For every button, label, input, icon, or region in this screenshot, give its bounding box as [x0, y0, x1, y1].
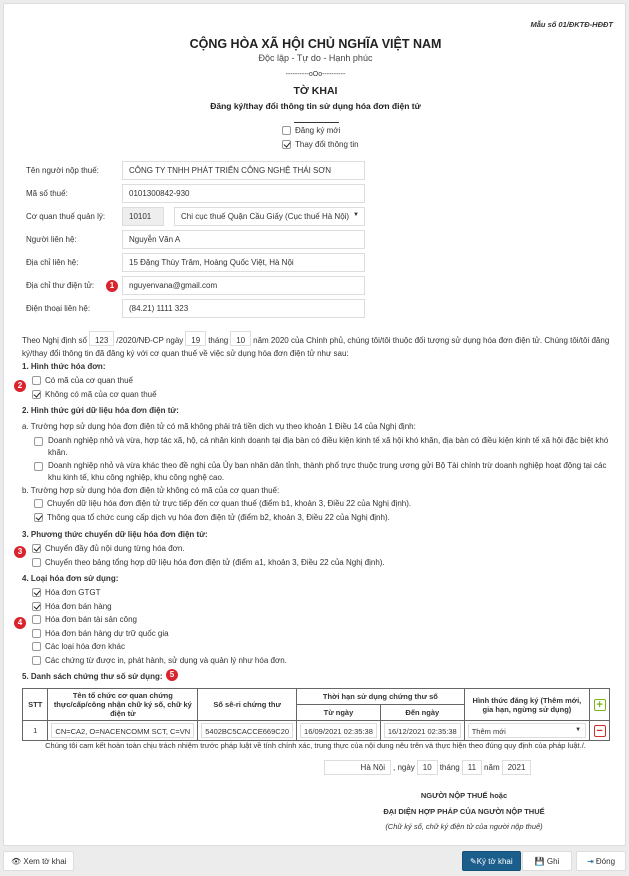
section2-a: a. Trường hợp sử dụng hóa đơn điện tử có mã không phải trả tiền dịch vụ theo khoản 1 Điều 14 của Nghị định:	[22, 422, 416, 431]
step-badge-4: 4	[14, 617, 26, 629]
col-type: Hình thức đăng ký (Thêm mới, gia hạn, ngừng sử dụng)	[464, 689, 589, 721]
intro-paragraph	[22, 331, 622, 360]
motto: Độc lập - Tự do - Hạnh phúc	[258, 53, 373, 63]
form-number: Mẫu số 01/ĐKTĐ-HĐĐT	[530, 20, 613, 29]
checkbox-label: Doanh nghiệp nhỏ và vừa khác theo đề nghị của Ủy ban nhân dân tỉnh, thành phố trực thuộc trung ương gửi Bộ Tài chính trừ doanh nghiệp hoạt động tại các khu kinh tế, khu công nghiệp, khu công nghệ cao.	[48, 461, 607, 482]
add-row-button[interactable]: +	[594, 699, 606, 711]
save-icon: 💾	[534, 857, 545, 866]
field-label: Mã số thuế:	[26, 189, 68, 198]
tax-code-input[interactable]: 0101300842-930	[122, 184, 365, 203]
checkbox-other-invoice[interactable]	[32, 642, 125, 651]
from-date-input[interactable]: 16/09/2021 02:35:38	[300, 723, 377, 738]
checkbox-full-content[interactable]	[32, 544, 185, 553]
selected-value: Thêm mới	[471, 727, 506, 736]
checkbox-label: Chuyển dữ liệu hóa đơn điện tử trực tiếp đến cơ quan thuế (điểm b1, khoản 3, Điều 22 của Nghị định).	[47, 499, 412, 508]
checkbox-public-asset-invoice[interactable]	[32, 615, 137, 624]
decree-day-input[interactable]: 19	[185, 331, 206, 346]
section1-title: 1. Hình thức hóa đơn:	[22, 362, 106, 371]
field-contact-address	[22, 253, 367, 273]
checkbox-without-tax-code[interactable]	[32, 390, 157, 399]
col-validity: Thời hạn sử dụng chứng thư số	[297, 689, 465, 705]
checkbox-label: Hóa đơn bán hàng dự trữ quốc gia	[45, 629, 169, 638]
selected-value: Chi cục thuế Quận Cầu Giấy (Cục thuế Hà Nội)	[181, 212, 350, 221]
checkbox-label: Thay đổi thông tin	[295, 140, 359, 149]
decree-month-input[interactable]: 10	[230, 331, 251, 346]
field-tax-office	[22, 207, 367, 227]
date-text: tháng	[439, 763, 460, 772]
commitment-text: Chúng tôi cam kết hoàn toàn chịu trách nhiệm trước pháp luật về tính chính xác, trung thực của nội dung nêu trên và thực hiện theo đúng quy định của pháp luật./.	[45, 741, 586, 750]
checkbox-sales-invoice[interactable]	[32, 602, 112, 611]
field-contact-person	[22, 230, 367, 250]
checkbox[interactable]	[34, 513, 43, 522]
section5-title: 5. Danh sách chứng thư số sử dụng:	[22, 672, 163, 681]
contact-person-input[interactable]: Nguyễn Văn A	[122, 230, 365, 249]
checkbox[interactable]	[34, 437, 43, 446]
section2-b: b. Trường hợp sử dụng hóa đơn điện tử không có mã của cơ quan thuế:	[22, 486, 280, 495]
checkbox-vat-invoice[interactable]	[32, 588, 100, 597]
checkbox[interactable]	[32, 615, 41, 624]
checkbox-national-reserve-invoice[interactable]	[32, 629, 169, 638]
button-label: Xem tờ khai	[23, 857, 67, 866]
checkbox[interactable]	[32, 642, 41, 651]
signature-line1: NGƯỜI NỘP THUẾ hoặc	[420, 791, 508, 800]
page-title: TỜ KHAI	[293, 85, 338, 97]
sign-declaration-button[interactable]	[462, 851, 521, 871]
checkbox-with-tax-code[interactable]	[32, 376, 133, 385]
day-input[interactable]: 10	[417, 760, 438, 775]
org-input[interactable]: CN=CA2, O=NACENCOMM SCT, C=VN	[51, 723, 194, 738]
checkbox-change-info[interactable]	[282, 140, 359, 149]
checkbox-label: Chuyển đầy đủ nội dung từng hóa đơn.	[45, 544, 185, 553]
checkbox[interactable]	[32, 376, 41, 385]
intro-text: tháng	[208, 336, 229, 345]
step-badge-2: 2	[14, 380, 26, 392]
intro-text: /2020/NĐ-CP ngày	[116, 336, 184, 345]
divider: ----------oOo----------	[285, 71, 346, 78]
checkbox-label: Các chứng từ được in, phát hành, sử dụng và quản lý như hóa đơn.	[45, 656, 287, 665]
edit-icon: ✎	[470, 857, 477, 866]
decree-number-input[interactable]: 123	[89, 331, 114, 346]
checkbox-label: Hóa đơn bán tài sản công	[45, 615, 137, 624]
intro-text: Theo Nghị định số	[22, 336, 87, 345]
field-label: Cơ quan thuế quản lý:	[26, 212, 106, 221]
field-label: Địa chỉ liên hệ:	[26, 258, 79, 267]
checkbox-label: Đăng ký mới	[295, 126, 341, 135]
save-button[interactable]	[522, 851, 572, 871]
col-serial: Số sê-ri chứng thư	[198, 689, 297, 721]
checkbox-direct-transfer[interactable]	[34, 499, 411, 508]
place-input[interactable]: Hà Nội	[324, 760, 391, 775]
signature-line3: (Chữ ký số, chữ ký điện tử của người nộp thuế)	[385, 822, 543, 831]
intro-text: ký/thay đổi thông tin đã đăng ký với cơ quan thuế về việc sử dụng hóa đơn điện tử như sau:	[22, 349, 349, 358]
checkbox[interactable]	[32, 656, 41, 665]
page-subtitle: Đăng ký/thay đổi thông tin sử dụng hóa đơn điện tử	[210, 101, 421, 111]
step-badge-1: 1	[106, 280, 118, 292]
checkbox[interactable]	[282, 126, 291, 135]
field-email	[22, 276, 367, 296]
checkbox-label: Không có mã của cơ quan thuế	[45, 390, 157, 399]
country-title: CỘNG HÒA XÃ HỘI CHỦ NGHĨA VIỆT NAM	[189, 37, 442, 51]
checkbox[interactable]	[282, 140, 291, 149]
field-label: Địa chỉ thư điện tử:	[26, 281, 95, 290]
checkbox-sme-difficult-area[interactable]	[34, 435, 619, 459]
chevron-down-icon: ▼	[575, 727, 582, 733]
button-label: Đóng	[595, 857, 616, 866]
col-from: Từ ngày	[297, 705, 381, 721]
section3-title: 3. Phương thức chuyển dữ liệu hóa đơn điện tử:	[22, 530, 208, 539]
declaration-form	[3, 3, 626, 846]
checkbox-other-documents[interactable]	[32, 656, 287, 665]
tax-office-code: 10101	[122, 207, 164, 226]
date-text: , ngày	[393, 763, 415, 772]
field-label: Tên người nộp thuế:	[26, 166, 99, 175]
add-row-cell	[590, 689, 610, 721]
to-date-input[interactable]: 16/12/2021 02:35:38	[384, 723, 461, 738]
intro-text: năm 2020 của Chính phủ, chúng tôi/tôi thuộc đối tượng sử dụng hóa đơn điện tử. Chúng tôi/tôi đăng	[253, 336, 610, 345]
email-input[interactable]: nguyenvana@gmail.com	[122, 276, 365, 295]
field-label: Điện thoại liên hệ:	[26, 304, 91, 313]
section4-title: 4. Loại hóa đơn sử dụng:	[22, 574, 119, 583]
signature-line2: ĐẠI DIỆN HỢP PHÁP CỦA NGƯỜI NỘP THUẾ	[383, 807, 545, 816]
col-org: Tên tổ chức cơ quan chứng thực/cấp/công nhận chữ ký số, chữ ký điện tử	[48, 689, 198, 721]
contact-address-input[interactable]: 15 Đặng Thùy Trâm, Hoàng Quốc Việt, Hà Nội	[122, 253, 365, 272]
field-phone	[22, 299, 367, 319]
registration-type-select[interactable]	[468, 723, 586, 738]
checkbox-label: Có mã của cơ quan thuế	[45, 376, 133, 385]
checkbox[interactable]	[32, 602, 41, 611]
table-row	[23, 721, 610, 741]
checkbox[interactable]	[34, 462, 43, 471]
button-label: Ký tờ khai	[476, 857, 513, 866]
step-badge-5: 5	[166, 669, 178, 681]
chevron-down-icon: ▼	[353, 212, 359, 218]
row-stt: 1	[23, 721, 48, 741]
close-button[interactable]	[576, 851, 626, 871]
col-to: Đến ngày	[380, 705, 464, 721]
button-label: Ghi	[546, 857, 560, 866]
checkbox-label: Thông qua tổ chức cung cấp dịch vụ hóa đơn điện tử (điểm b2, khoản 3, Điều 22 của Nghị định).	[47, 513, 390, 522]
checkbox[interactable]	[32, 629, 41, 638]
field-label: Người liên hệ:	[26, 235, 77, 244]
checkbox-label: Hóa đơn bán hàng	[45, 602, 112, 611]
field-taxpayer-name	[22, 161, 367, 181]
checkbox[interactable]	[32, 390, 41, 399]
checkbox-sme-other[interactable]	[34, 460, 619, 484]
col-stt: STT	[23, 689, 48, 721]
month-input[interactable]: 11	[462, 760, 482, 775]
checkbox-summary-table[interactable]	[32, 558, 385, 567]
signing-date	[322, 760, 533, 775]
checkbox-label: Chuyển theo bảng tổng hợp dữ liệu hóa đơn điện tử (điểm a1, khoản 3, Điều 22 của Nghị định).	[45, 558, 385, 567]
checkbox[interactable]	[32, 544, 41, 553]
checkbox[interactable]	[32, 588, 41, 597]
checkbox-label: Doanh nghiệp nhỏ và vừa, hợp tác xã, hộ, cá nhân kinh doanh tại địa bàn có điều kiện kinh tế xã hội khó khăn, địa bàn có điều kiện kinh tế xã hội đặc biệt khó khăn.	[48, 436, 609, 457]
date-text: năm	[484, 763, 500, 772]
certificate-table	[22, 688, 610, 741]
taxpayer-name-input[interactable]: CÔNG TY TNHH PHÁT TRIỂN CÔNG NGHỆ THÁI SƠN	[122, 161, 365, 180]
remove-row-button[interactable]: −	[594, 725, 606, 737]
section2-title: 2. Hình thức gửi dữ liệu hóa đơn điện tử:	[22, 406, 179, 415]
title-underline	[294, 122, 339, 123]
eye-icon: 👁	[11, 857, 22, 866]
checkbox-label: Các loại hóa đơn khác	[45, 642, 125, 651]
tax-office-select[interactable]	[174, 207, 365, 226]
checkbox-new-registration[interactable]	[282, 126, 340, 135]
field-tax-code	[22, 184, 367, 204]
checkbox[interactable]	[34, 499, 43, 508]
checkbox-label: Hóa đơn GTGT	[45, 588, 101, 597]
serial-input[interactable]: 5402BC5CACCE669C20	[201, 723, 293, 738]
step-badge-3: 3	[14, 546, 26, 558]
checkbox[interactable]	[32, 558, 41, 567]
phone-input[interactable]: (84.21) 1111 323	[122, 299, 365, 318]
checkbox-via-provider[interactable]	[34, 513, 390, 522]
view-declaration-button[interactable]	[3, 851, 74, 871]
year-input[interactable]: 2021	[502, 760, 532, 775]
exit-icon: ⇥	[586, 857, 594, 866]
